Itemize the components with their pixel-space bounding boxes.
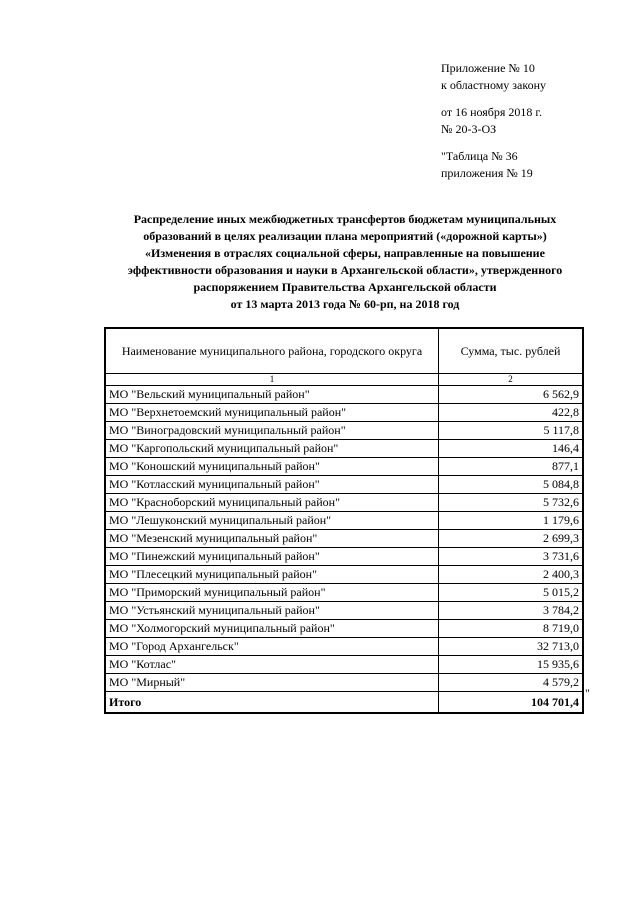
- table-row: [105, 566, 583, 584]
- distribution-table: [104, 327, 584, 714]
- amount-value: 5 015,2: [439, 584, 584, 602]
- annex-law-reference: к областному закону: [441, 78, 547, 92]
- municipality-name: МО "Приморский муниципальный район": [105, 584, 439, 602]
- municipality-name: МО "Верхнетоемский муниципальный район": [105, 404, 439, 422]
- municipality-name: МО "Коношский муниципальный район": [105, 458, 439, 476]
- total-amount: 104 701,4: [439, 692, 584, 714]
- total-label: Итого: [105, 692, 439, 714]
- table-row: [105, 422, 583, 440]
- table-row: [105, 512, 583, 530]
- table-row: [105, 458, 583, 476]
- annex-law-number: № 20-3-ОЗ: [441, 122, 497, 136]
- title-line: распоряжением Правительства Архангельской области: [193, 280, 497, 294]
- amount-value: 6 562,9: [439, 386, 584, 404]
- column-header-name: Наименование муниципального района, городского округа: [105, 328, 439, 374]
- municipality-name: МО "Котласский муниципальный район": [105, 476, 439, 494]
- table-row: [105, 440, 583, 458]
- amount-value: 4 579,2: [439, 674, 584, 692]
- title-line: «Изменения в отраслях социальной сферы, направленные на повышение: [145, 246, 545, 260]
- municipality-name: МО "Каргопольский муниципальный район": [105, 440, 439, 458]
- annex-date: от 16 ноября 2018 г.: [441, 105, 542, 119]
- amount-value: 8 719,0: [439, 620, 584, 638]
- annex-header: [441, 60, 546, 182]
- amount-value: 422,8: [439, 404, 584, 422]
- municipality-name: МО "Холмогорский муниципальный район": [105, 620, 439, 638]
- municipality-name: МО "Лешуконский муниципальный район": [105, 512, 439, 530]
- title-line: эффективности образования и науки в Архангельской области», утвержденного: [127, 263, 563, 277]
- closing-quote: ": [585, 686, 590, 700]
- column-number: 2: [439, 374, 584, 386]
- municipality-name: МО "Котлас": [105, 656, 439, 674]
- table-row: [105, 602, 583, 620]
- municipality-name: МО "Мирный": [105, 674, 439, 692]
- municipality-name: МО "Устьянский муниципальный район": [105, 602, 439, 620]
- table-row: [105, 494, 583, 512]
- column-header-amount: Сумма, тыс. рублей: [439, 328, 584, 374]
- amount-value: 5 732,6: [439, 494, 584, 512]
- column-number: 1: [105, 374, 439, 386]
- annex-table-number: "Таблица № 36: [441, 149, 518, 163]
- table-row: [105, 674, 583, 692]
- title-line: Распределение иных межбюджетных трансфертов бюджетам муниципальных: [133, 212, 557, 226]
- municipality-name: МО "Виноградовский муниципальный район": [105, 422, 439, 440]
- amount-value: 2 400,3: [439, 566, 584, 584]
- table-row: [105, 530, 583, 548]
- amount-value: 877,1: [439, 458, 584, 476]
- annex-appendix-number: приложения № 19: [441, 166, 533, 180]
- table-row: [105, 638, 583, 656]
- amount-value: 5 084,8: [439, 476, 584, 494]
- municipality-name: МО "Красноборский муниципальный район": [105, 494, 439, 512]
- amount-value: 2 699,3: [439, 530, 584, 548]
- table-row: [105, 548, 583, 566]
- title-line: от 13 марта 2013 года № 60-рп, на 2018 год: [230, 297, 460, 311]
- title-line: образований в целях реализации плана мероприятий («дорожной карты»): [143, 229, 547, 243]
- table-row: [105, 386, 583, 404]
- amount-value: 3 784,2: [439, 602, 584, 620]
- document-title: [100, 211, 590, 313]
- municipality-name: МО "Вельский муниципальный район": [105, 386, 439, 404]
- municipality-name: МО "Пинежский муниципальный район": [105, 548, 439, 566]
- amount-value: 5 117,8: [439, 422, 584, 440]
- amount-value: 32 713,0: [439, 638, 584, 656]
- municipality-name: МО "Плесецкий муниципальный район": [105, 566, 439, 584]
- table-row: [105, 656, 583, 674]
- total-row: [105, 692, 583, 714]
- table-row: [105, 476, 583, 494]
- amount-value: 146,4: [439, 440, 584, 458]
- table-row: [105, 404, 583, 422]
- municipality-name: МО "Город Архангельск": [105, 638, 439, 656]
- table-row: [105, 620, 583, 638]
- amount-value: 1 179,6: [439, 512, 584, 530]
- amount-value: 3 731,6: [439, 548, 584, 566]
- annex-number: Приложение № 10: [441, 61, 535, 75]
- table-row: [105, 584, 583, 602]
- municipality-name: МО "Мезенский муниципальный район": [105, 530, 439, 548]
- amount-value: 15 935,6: [439, 656, 584, 674]
